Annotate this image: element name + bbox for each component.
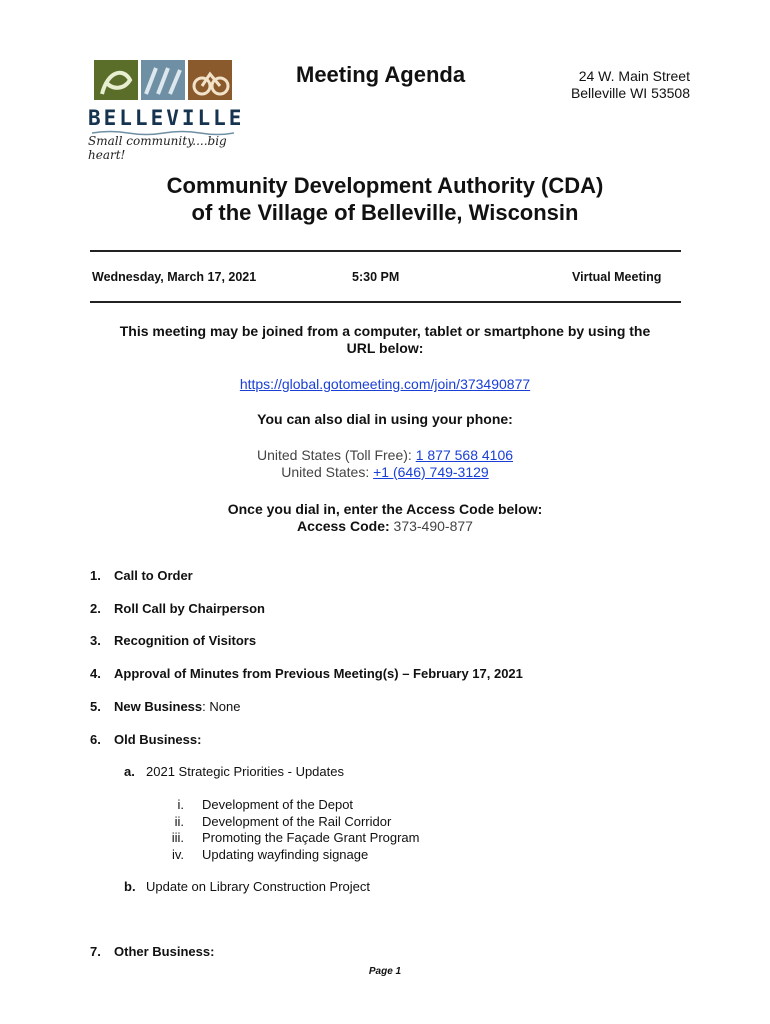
sub-item-text: Update on Library Construction Project [146, 879, 371, 894]
meeting-time: 5:30 PM [352, 270, 400, 284]
logo-wordmark: BELLEVILLE [88, 106, 245, 130]
agenda-item-number: 1. [90, 568, 101, 583]
agenda-item-label: Recognition of Visitors [114, 633, 257, 648]
access-code-value: 373-490-877 [389, 518, 473, 534]
page-title: Meeting Agenda [296, 62, 466, 87]
old-business-b [124, 879, 370, 894]
old-business-a [124, 764, 344, 779]
agenda-item-label: Roll Call by Chairperson [114, 601, 265, 616]
agenda-item-label: Old Business: [114, 732, 202, 747]
dial-heading: You can also dial in using your phone: [257, 411, 513, 427]
sub-item-letter: b. [124, 879, 136, 894]
agenda-item-number: 6. [90, 732, 101, 747]
meeting-date: Wednesday, March 17, 2021 [92, 270, 257, 284]
agenda-item-label: Other Business: [114, 944, 215, 959]
agenda-item-5 [90, 699, 240, 714]
join-intro-line2: URL below: [346, 340, 424, 356]
agenda-item-7 [90, 944, 214, 959]
agenda-item-label: Call to Order [114, 568, 193, 583]
roman-numeral: iii. [171, 830, 184, 845]
agenda-item-detail: : None [202, 699, 241, 714]
agenda-item-4 [90, 666, 523, 681]
roman-item [150, 830, 420, 847]
agenda-item-label: New Business [114, 699, 203, 714]
access-heading: Once you dial in, enter the Access Code below: [227, 501, 543, 517]
roman-numeral: i. [177, 797, 184, 812]
phone1-link[interactable]: 1 877 568 4106 [415, 447, 514, 463]
roman-item [150, 847, 420, 864]
agenda-item-number: 5. [90, 699, 101, 714]
organization-line2: of the Village of Belleville, Wisconsin [191, 200, 579, 225]
meeting-location: Virtual Meeting [572, 270, 662, 284]
divider-top [90, 250, 681, 252]
roman-text: Promoting the Façade Grant Program [202, 830, 420, 845]
roman-numeral: iv. [171, 846, 184, 862]
agenda-item-number: 4. [90, 666, 101, 681]
phone2-label: United States: [281, 464, 374, 480]
roman-list [150, 797, 420, 863]
phone-row-2 [90, 464, 680, 481]
join-instructions [90, 323, 680, 357]
belleville-logo [88, 60, 245, 162]
roman-numeral: ii. [174, 813, 184, 829]
join-url-row [90, 376, 680, 393]
sub-item-letter: a. [124, 764, 135, 779]
roman-item [150, 814, 420, 831]
join-intro-line1: This meeting may be joined from a computer, tablet or smartphone by using the [119, 323, 651, 339]
organization-line1: Community Development Authority (CDA) [166, 173, 604, 198]
agenda-item-number: 7. [90, 944, 101, 959]
agenda-item-1 [90, 568, 193, 583]
agenda-item-label: Approval of Minutes from Previous Meeting(s) – February 17, 2021 [114, 666, 523, 681]
divider-bottom [90, 301, 681, 303]
logo-tiles-icon [94, 60, 234, 104]
phone-row-1 [90, 447, 680, 464]
logo-tagline: Small community....big heart! [88, 134, 227, 162]
phone1-label: United States (Toll Free): [256, 447, 416, 463]
address-line2: Belleville WI 53508 [570, 85, 690, 101]
organization-title [90, 172, 680, 226]
sub-item-text: 2021 Strategic Priorities - Updates [146, 764, 344, 779]
address-line1: 24 W. Main Street [578, 68, 690, 84]
agenda-item-3 [90, 633, 256, 648]
phone2-link[interactable]: +1 (646) 749-3129 [373, 464, 489, 480]
roman-text: Updating wayfinding signage [202, 846, 369, 862]
address [560, 68, 690, 102]
agenda-item-number: 3. [90, 633, 101, 648]
access-code-label: Access Code: [297, 518, 390, 534]
agenda-item-6 [90, 732, 201, 747]
agenda-item-2 [90, 601, 265, 616]
roman-text: Development of the Rail Corridor [202, 813, 392, 829]
page-number: Page 1 [368, 966, 402, 977]
agenda-item-number: 2. [90, 601, 101, 616]
roman-text: Development of the Depot [202, 797, 354, 812]
roman-item [150, 797, 420, 814]
meeting-url-link[interactable]: https://global.gotomeeting.com/join/373490877 [239, 376, 531, 392]
access-code-row [90, 518, 680, 535]
